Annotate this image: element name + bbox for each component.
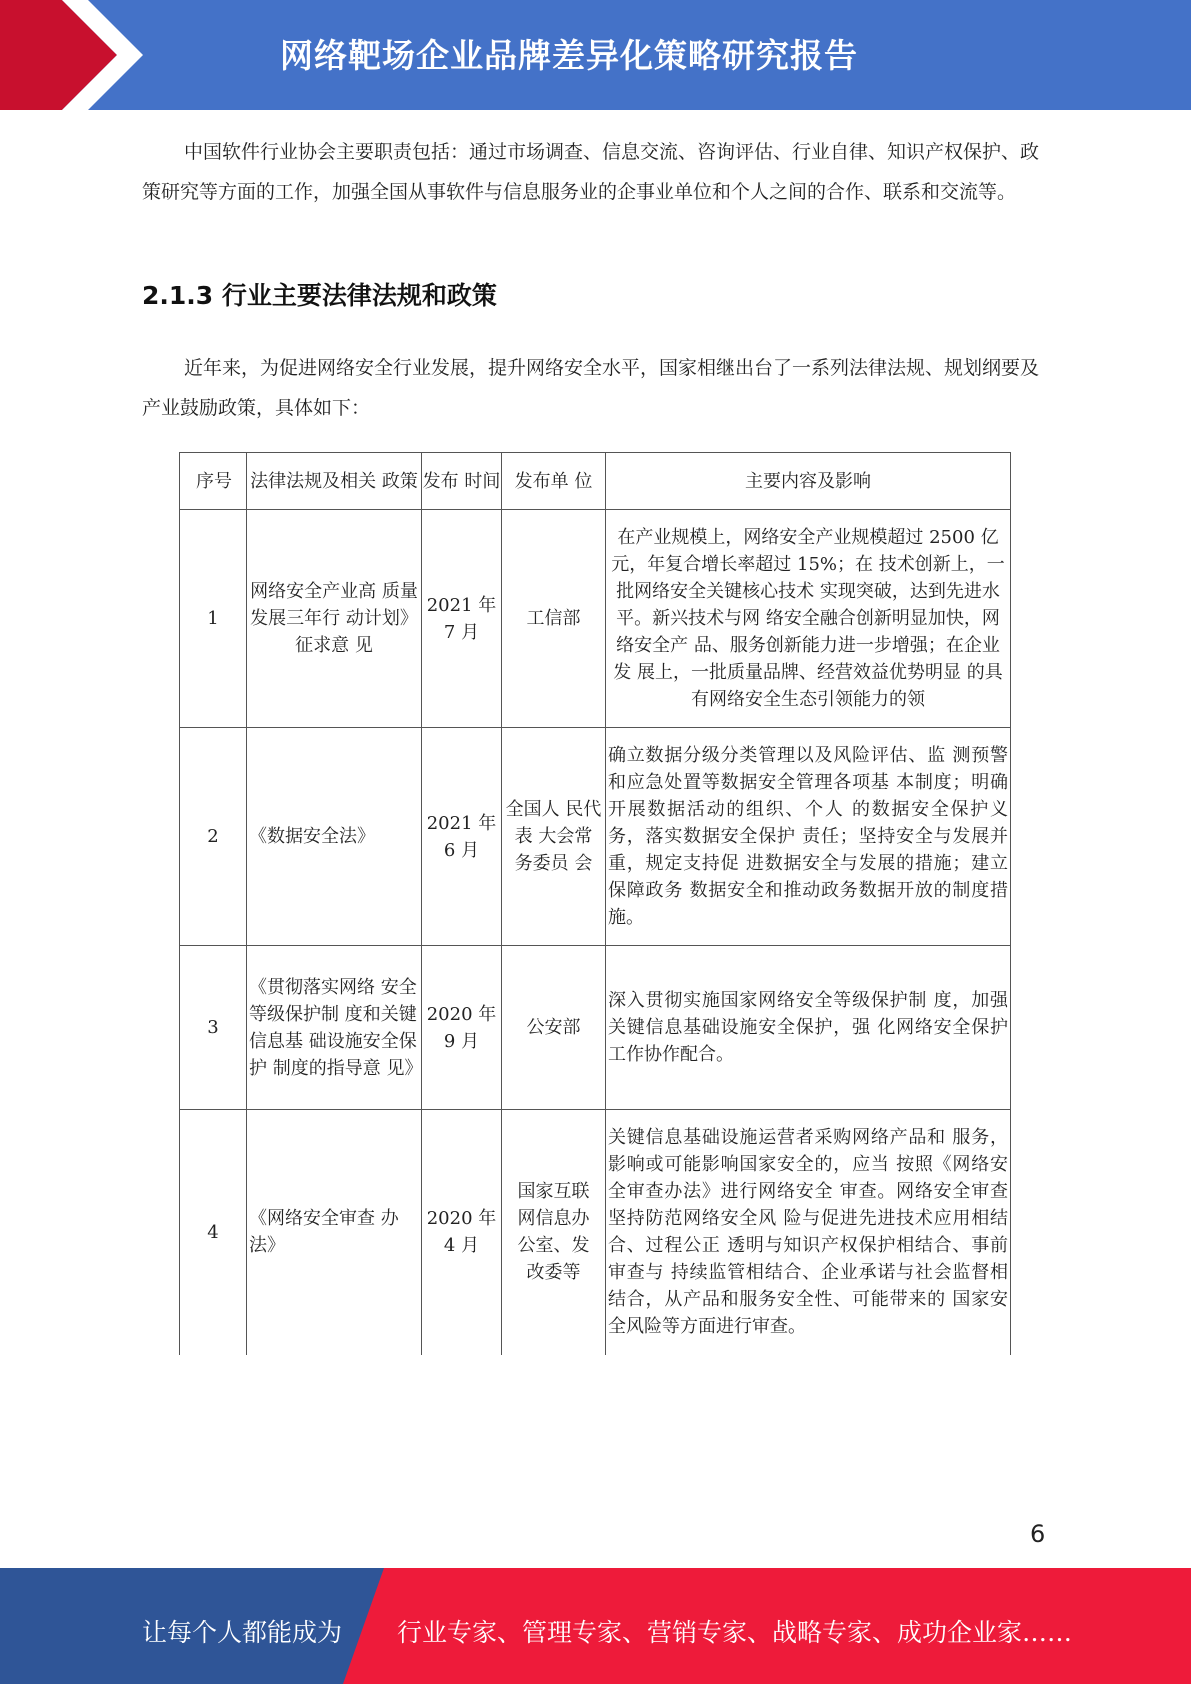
row-no: 1 xyxy=(180,510,247,728)
row-issuer: 工信部 xyxy=(502,510,606,728)
header-issuer: 发布单 位 xyxy=(502,453,606,510)
row-issuer: 国家互联网信息办公室、发改委等 xyxy=(502,1110,606,1355)
table-row xyxy=(180,510,1011,728)
row-content: 关键信息基础设施运营者采购网络产品和 服务，影响或可能影响国家安全的，应当 按照《网络安全审查办法》进行网络安全 审查。网络安全审查坚持防范网络安全风 险与促进先进技术应用相结合、过程公正 透明与知识产权保护相结合、事前审查与 持续监管相结合、企业承诺与社会监督相 结合，从产品和服务安全性、可能带来的 国家安全风险等方面进行审查。 xyxy=(606,1110,1011,1355)
table-row xyxy=(180,946,1011,1110)
row-no: 3 xyxy=(180,946,247,1110)
footer-slogan-left: 让每个人都能成为 xyxy=(142,1618,343,1647)
header-content: 主要内容及影响 xyxy=(606,453,1011,510)
row-date: 2021 年 6 月 xyxy=(422,728,502,946)
row-name: 《贯彻落实网络 安全等级保护制 度和关键信息基 础设施安全保护 制度的指导意 见》 xyxy=(247,946,422,1110)
table-row xyxy=(180,728,1011,946)
page-footer xyxy=(0,1568,1191,1684)
row-date: 2020 年 9 月 xyxy=(422,946,502,1110)
report-title: 网络靶场企业品牌差异化策略研究报告 xyxy=(280,36,858,75)
policy-intro-paragraph: 近年来，为促进网络安全行业发展，提升网络安全水平，国家相继出台了一系列法律法规、规划纲要及产业鼓励政策，具体如下： xyxy=(142,357,1040,419)
header-date: 发布 时间 xyxy=(422,453,502,510)
section-heading: 2.1.3 行业主要法律法规和政策 xyxy=(142,281,497,310)
row-issuer: 全国人 民代表 大会常 务委员 会 xyxy=(502,728,606,946)
row-no: 4 xyxy=(180,1110,247,1355)
laws-policies-table xyxy=(179,452,1011,1355)
header-name: 法律法规及相关 政策 xyxy=(247,453,422,510)
row-name: 《网络安全审查 办法》 xyxy=(247,1110,422,1355)
intro-paragraph: 中国软件行业协会主要职责包括：通过市场调查、信息交流、咨询评估、行业自律、知识产权保护、政策研究等方面的工作，加强全国从事软件与信息服务业的企事业单位和个人之间的合作、联系和交流等。 xyxy=(142,141,1040,203)
header-no: 序号 xyxy=(180,453,247,510)
row-no: 2 xyxy=(180,728,247,946)
header-arrow-decoration xyxy=(0,0,160,110)
page-header xyxy=(0,0,1191,110)
row-content: 深入贯彻实施国家网络安全等级保护制 度，加强关键信息基础设施安全保护，强 化网络安全保护工作协作配合。 xyxy=(606,946,1011,1110)
row-name: 《数据安全法》 xyxy=(247,728,422,946)
table-row xyxy=(180,1110,1011,1355)
footer-slogan-right: 行业专家、管理专家、营销专家、战略专家、成功企业家…… xyxy=(397,1618,1073,1647)
row-date: 2021 年 7 月 xyxy=(422,510,502,728)
page-number: 6 xyxy=(1030,1520,1046,1548)
row-name: 网络安全产业高 质量发展三年行 动计划》征求意 见 xyxy=(247,510,422,728)
row-content: 确立数据分级分类管理以及风险评估、监 测预警和应急处置等数据安全管理各项基 本制度；明确开展数据活动的组织、个人 的数据安全保护义务，落实数据安全保护 责任；坚持安全与发展并重，规定支持促 进数据安全与发展的措施；建立保障政务 数据安全和推动政务数据开放的制度措 施。 xyxy=(606,728,1011,946)
row-date: 2020 年 4 月 xyxy=(422,1110,502,1355)
row-issuer: 公安部 xyxy=(502,946,606,1110)
row-content: 在产业规模上，网络安全产业规模超过 2500 亿元，年复合增长率超过 15%；在 技术创新上，一批网络安全关键核心技术 实现突破，达到先进水平。新兴技术与网 络安全融合创新明显加快，网络安全产 品、服务创新能力进一步增强；在企业发 展上，一批质量品牌、经营效益优势明显 的具有网络安全生态引领能力的领 xyxy=(606,510,1011,728)
table-header-row xyxy=(180,453,1011,510)
